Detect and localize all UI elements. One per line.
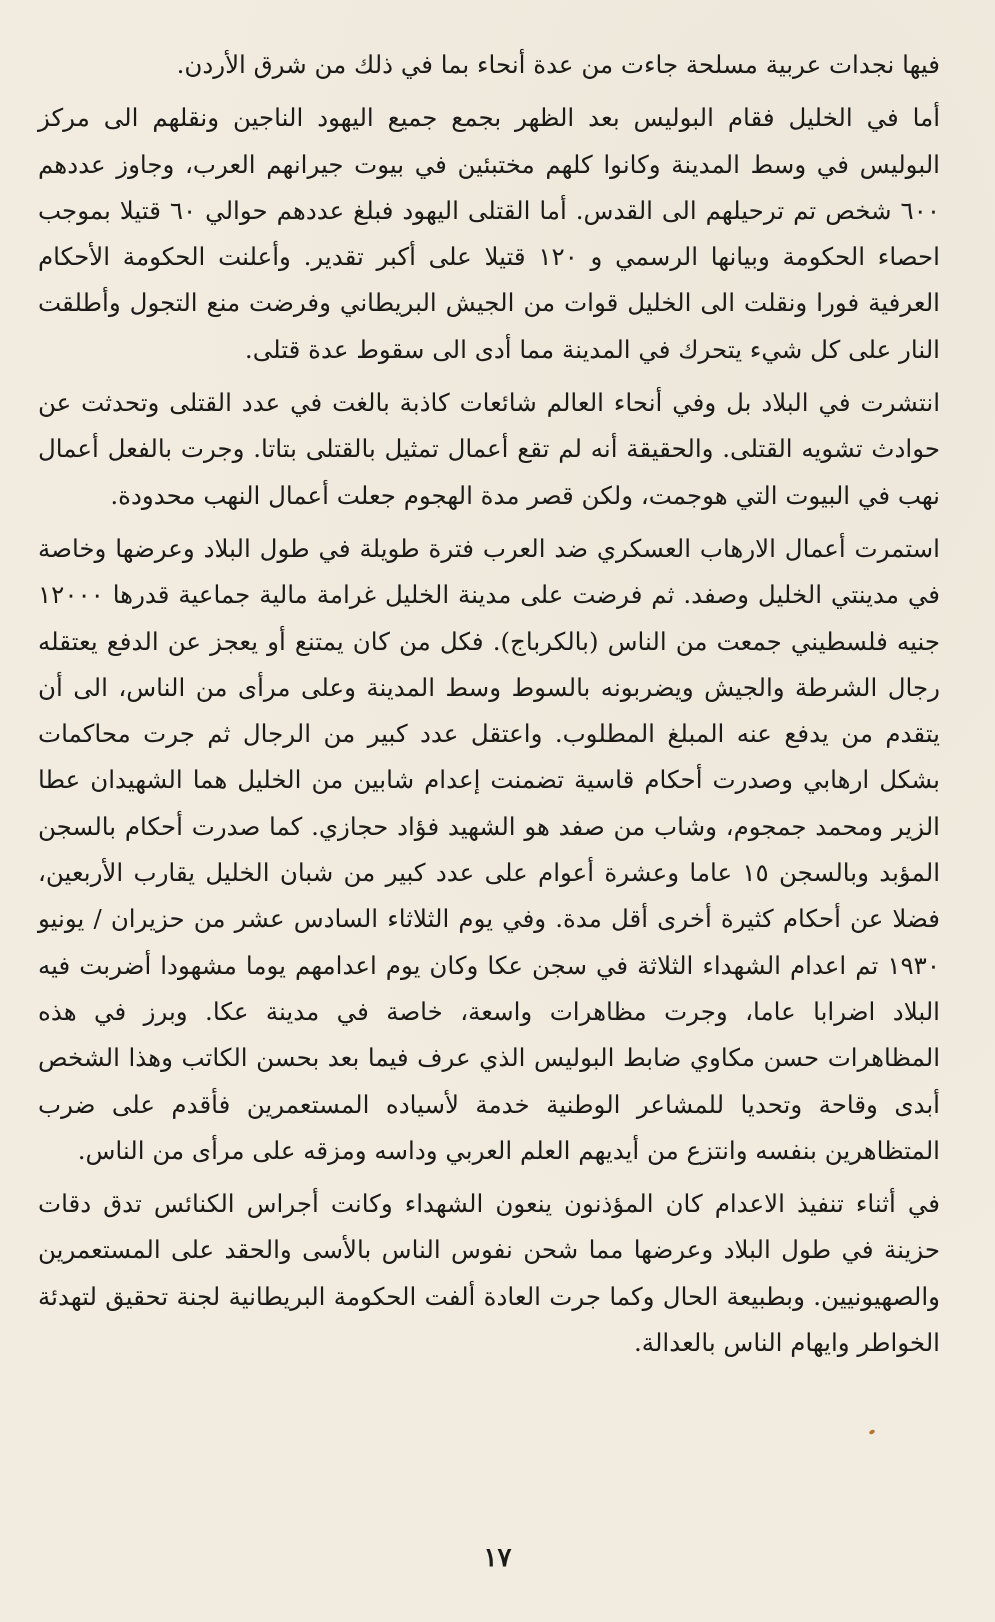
ink-speck	[868, 1429, 875, 1435]
page-number: ١٧	[483, 1543, 512, 1573]
paragraph-2: أما في الخليل فقام البوليس بعد الظهر بجمع جميع اليهود الناجين ونقلهم الى مركز البوليس في وسط المدينة وكانوا كلهم مختبئين في بيوت جيرانهم العرب، وجاوز عددهم ٦٠٠ شخص تم ترحيلهم الى القدس. أما القتلى اليهود فبلغ عددهم حوالي ٦٠ قتيلا بموجب احصاء الحكومة وبيانها الرسمي و ١٢٠ قتيلا على أكبر تقدير. وأعلنت الحكومة الأحكام العرفية فورا ونقلت الى الخليل قوات من الجيش البريطاني وفرضت منع التجول وأطلقت النار على كل شيء يتحرك في المدينة مما أدى الى سقوط عدة قتلى.	[38, 103, 940, 364]
paragraph-4: استمرت أعمال الارهاب العسكري ضد العرب فترة طويلة في طول البلاد وعرضها وخاصة في مدينتي الخليل وصفد. ثم فرضت على مدينة الخليل غرامة مالية جماعية قدرها ١٢٠٠٠ جنيه فلسطيني جمعت من الناس (بالكرباج). فكل من كان يمتنع أو يعجز عن الدفع يعتقله رجال الشرطة والجيش ويضربونه بالسوط وسط المدينة وعلى مرأى من الناس، الى أن يتقدم من يدفع عنه المبلغ المطلوب. واعتقل عدد كبير من الرجال ثم جرت محاكمات بشكل ارهابي وصدرت أحكام قاسية تضمنت إعدام شابين من الخليل هما الشهيدان عطا الزير ومحمد جمجوم، وشاب من صفد هو الشهيد فؤاد حجازي. كما صدرت أحكام بالسجن المؤبد وبالسجن ١٥ عاما وعشرة أعوام على عدد كبير من شبان الخليل يقارب الأربعين، فضلا عن أحكام كثيرة أخرى أقل مدة. وفي يوم الثلاثاء السادس عشر من حزيران / يونيو ١٩٣٠ تم اعدام الشهداء الثلاثة في سجن عكا وكان يوم اعدامهم يوما مشهودا أضربت فيه البلاد اضرابا عاما، وجرت مظاهرات واسعة، خاصة في مدينة عكا. وبرز في هذه المظاهرات حسن مكاوي ضابط البوليس الذي عرف فيما بعد بحسن الكاتب وهذا الشخص أبدى وقاحة وتحديا للمشاعر الوطنية خدمة لأسياده المستعمرين فأقدم على ضرب المتظاهرين بنفسه وانتزع من أيديهم العلم العربي وداسه ومزقه على مرأى من الناس.	[38, 533, 940, 1165]
paragraph-3: انتشرت في البلاد بل وفي أنحاء العالم شائعات كاذبة بالغت في عدد القتلى وتحدثت عن حوادث تشويه القتلى. والحقيقة أنه لم تقع أعمال تمثيل بالقتلى بتاتا. وجرت بالفعل أعمال نهب في البيوت التي هوجمت، ولكن قصر مدة الهجوم جعلت أعمال النهب محدودة.	[38, 388, 940, 510]
paragraph-5: في أثناء تنفيذ الاعدام كان المؤذنون ينعون الشهداء وكانت أجراس الكنائس تدق دقات حزينة في طول البلاد وعرضها مما شحن نفوس الناس بالأسى والحقد على المستعمرين والصهيونيين. وبطبيعة الحال وكما جرت العادة ألفت الحكومة البريطانية لجنة تحقيق لتهدئة الخواطر وايهام الناس بالعدالة.	[38, 1189, 940, 1358]
paragraph-1: فيها نجدات عربية مسلحة جاءت من عدة أنحاء بما في ذلك من شرق الأردن.	[176, 50, 940, 79]
